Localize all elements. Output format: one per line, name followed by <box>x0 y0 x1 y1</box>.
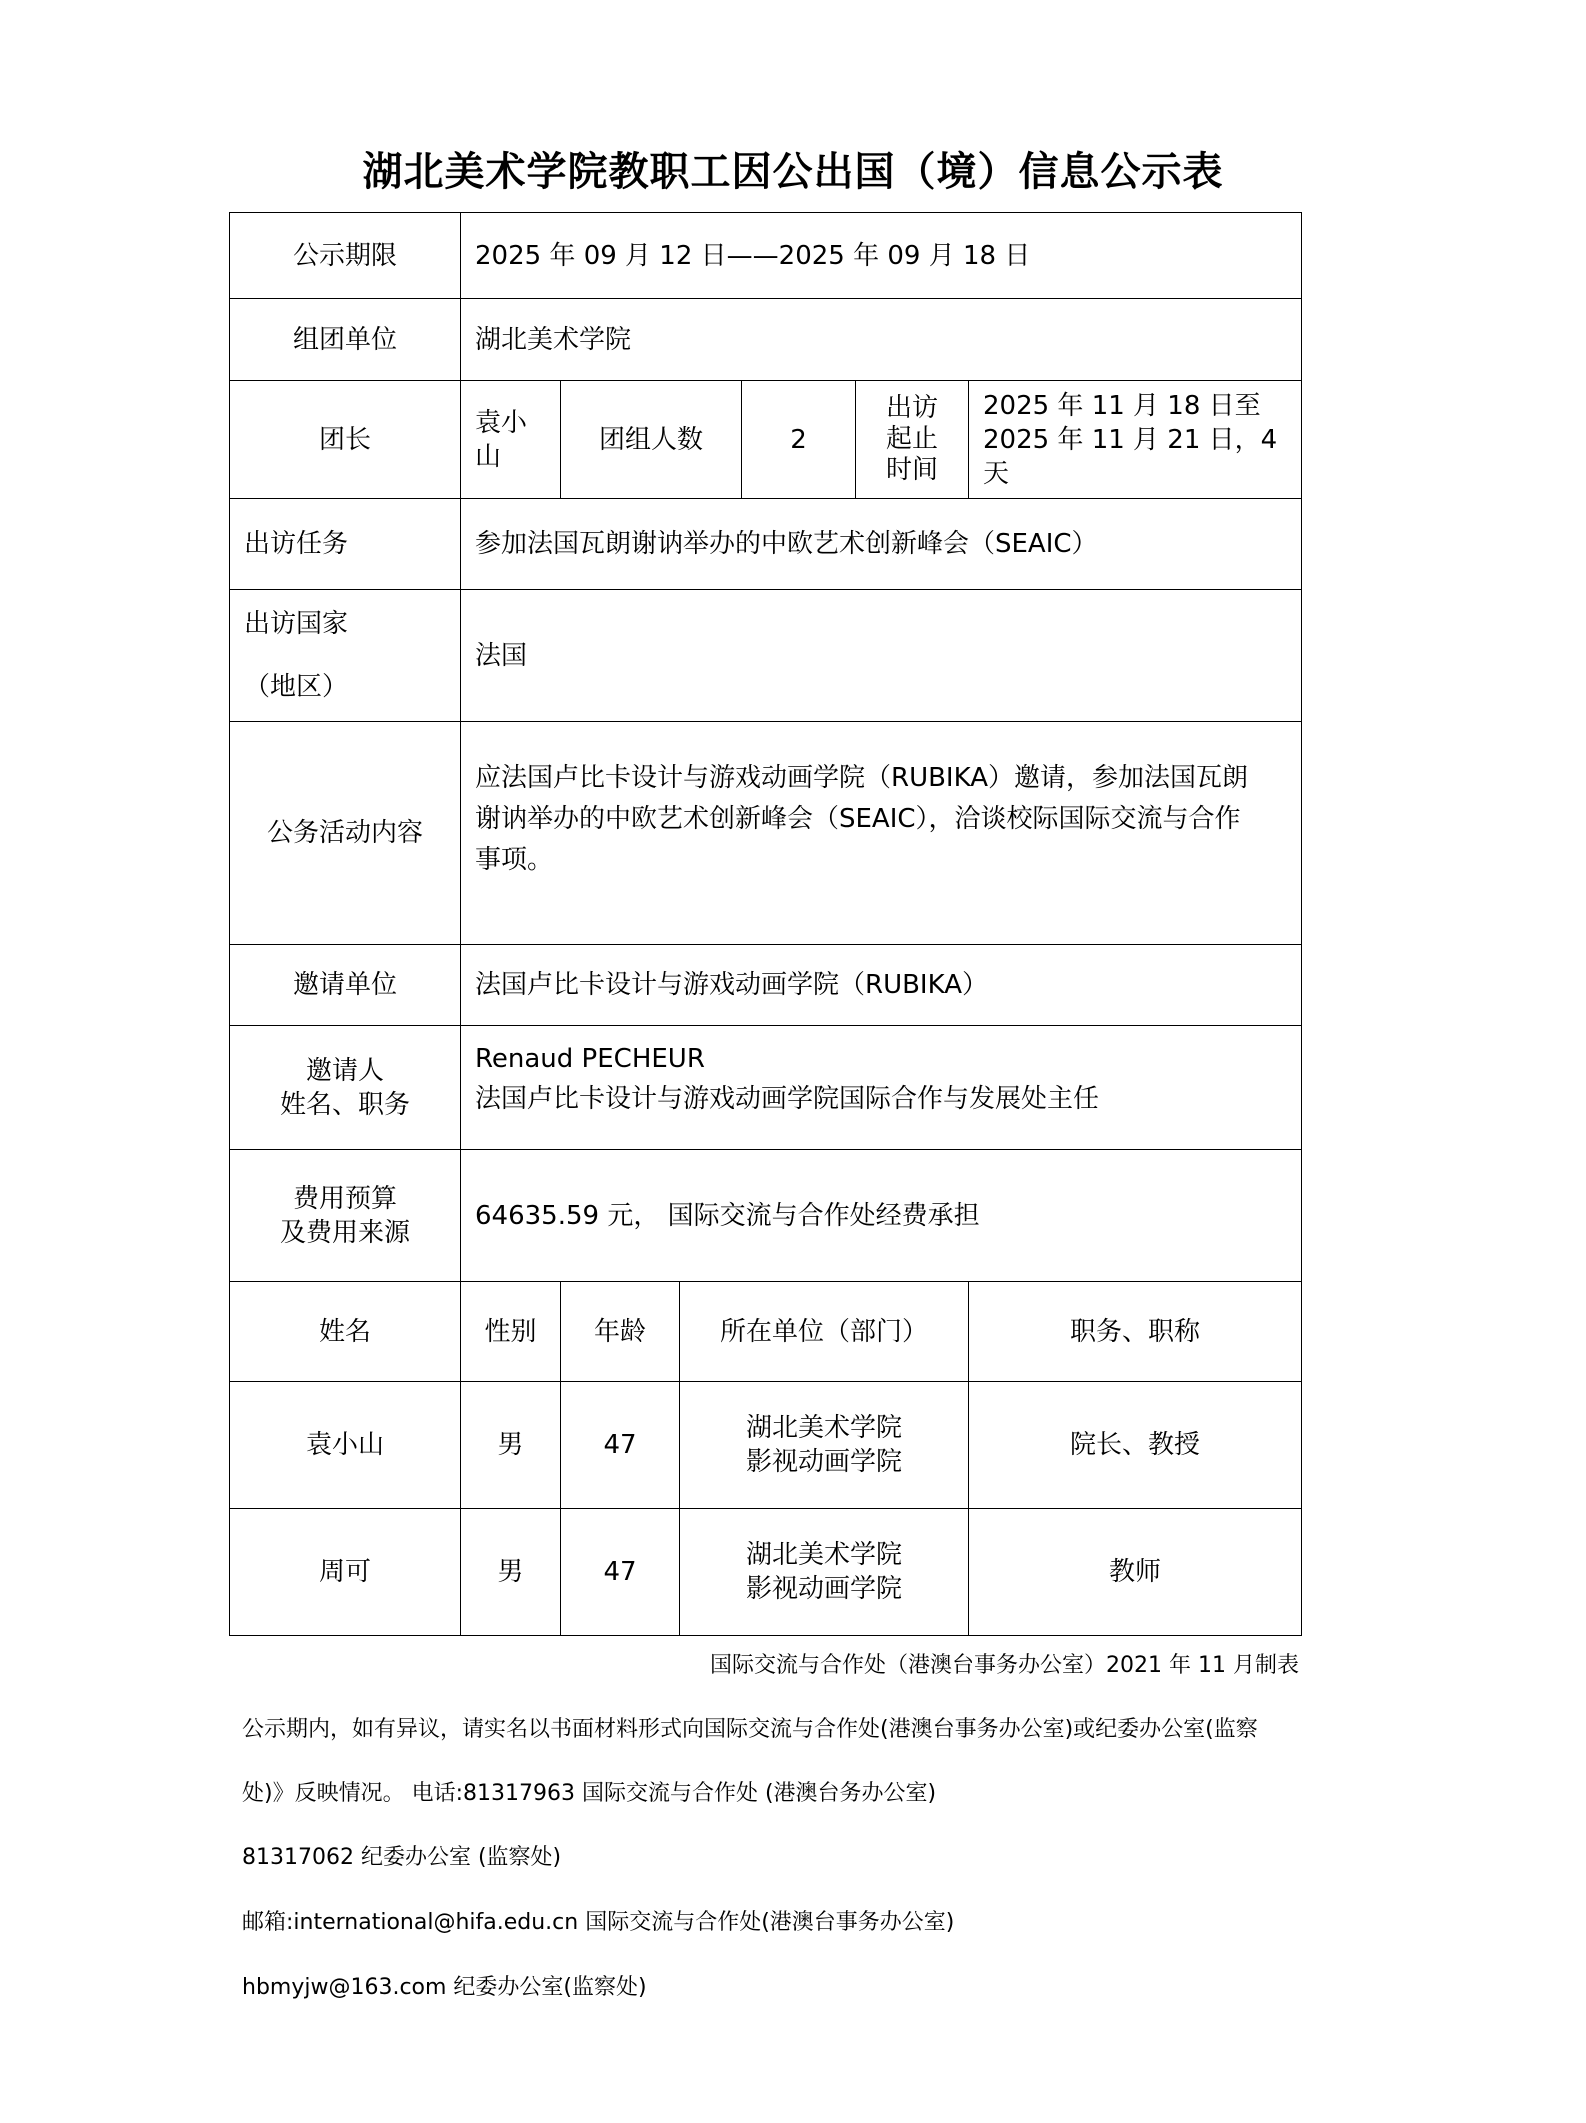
member-title: 教师 <box>969 1509 1302 1636</box>
period-label: 公示期限 <box>230 213 461 299</box>
row-leader <box>230 381 1302 499</box>
activity-label: 公务活动内容 <box>230 722 461 945</box>
header-gender: 性别 <box>461 1282 561 1382</box>
dates-label <box>856 381 969 499</box>
inviter-label-line-1: 邀请人 <box>305 1055 384 1086</box>
inviter-label <box>230 1026 461 1150</box>
dates-line-1: 2025 年 11 月 18 日至 <box>983 390 1261 421</box>
row-country <box>230 590 1302 722</box>
member-row <box>230 1509 1302 1636</box>
member-name: 袁小山 <box>230 1382 461 1509</box>
inviter-unit-value: 法国卢比卡设计与游戏动画学院（RUBIKA） <box>461 945 1302 1026</box>
member-department-line-1: 湖北美术学院 <box>745 1413 902 1443</box>
member-department-line-2: 影视动画学院 <box>745 1574 902 1604</box>
objection-note-line-1: 公示期内，如有异议，请实名以书面材料形式向国际交流与合作处(港澳台事务办公室)或纪委办公室(监察 <box>242 1717 1258 1742</box>
member-gender: 男 <box>461 1509 561 1636</box>
info-table <box>229 212 1302 1636</box>
dates-line-2: 2025 年 11 月 21 日，4 天 <box>983 424 1278 489</box>
country-label-line-2: （地区） <box>244 671 349 702</box>
member-department <box>680 1382 969 1509</box>
member-department-line-2: 影视动画学院 <box>745 1447 902 1477</box>
contact-email-line: 邮箱:international@hifa.edu.cn 国际交流与合作处(港澳台事务办公室) <box>242 1910 955 1935</box>
budget-label-line-1: 费用预算 <box>292 1183 397 1214</box>
inviter-title: 法国卢比卡设计与游戏动画学院国际合作与发展处主任 <box>475 1083 1100 1114</box>
activity-value <box>461 722 1302 945</box>
row-period <box>230 213 1302 299</box>
budget-value: 64635.59 元， 国际交流与合作处经费承担 <box>461 1150 1302 1282</box>
mission-label: 出访任务 <box>230 499 461 590</box>
member-gender: 男 <box>461 1382 561 1509</box>
row-org-unit <box>230 299 1302 381</box>
budget-label <box>230 1150 461 1282</box>
member-row <box>230 1382 1302 1509</box>
header-name: 姓名 <box>230 1282 461 1382</box>
activity-line-1: 应法国卢比卡设计与游戏动画学院（RUBIKA）邀请，参加法国瓦朗 <box>475 762 1248 793</box>
mission-value: 参加法国瓦朗谢讷举办的中欧艺术创新峰会（SEAIC） <box>461 499 1302 590</box>
leader-label: 团长 <box>230 381 461 499</box>
header-age: 年龄 <box>561 1282 680 1382</box>
member-department <box>680 1509 969 1636</box>
dates-value <box>969 381 1302 499</box>
dates-label-line-1: 出访 <box>885 393 938 423</box>
objection-note-line-2: 处)》反映情况。 电话:81317963 国际交流与合作处 (港澳台务办公室) <box>242 1781 937 1806</box>
org-unit-label: 组团单位 <box>230 299 461 381</box>
members-header-row <box>230 1282 1302 1382</box>
activity-line-2: 谢讷举办的中欧艺术创新峰会（SEAIC），洽谈校际国际交流与合作 <box>475 803 1241 834</box>
country-label-line-1: 出访国家 <box>244 608 349 639</box>
row-activity <box>230 722 1302 945</box>
activity-line-3: 事项。 <box>475 844 554 875</box>
group-count: 2 <box>742 381 856 499</box>
dates-label-line-2: 起止 <box>885 424 938 454</box>
inviter-value <box>461 1026 1302 1150</box>
form-made-by: 国际交流与合作处（港澳台事务办公室）2021 年 11 月制表 <box>710 1653 1299 1678</box>
header-title: 职务、职称 <box>969 1282 1302 1382</box>
leader-name: 袁小山 <box>461 381 561 499</box>
contact-email-line-2: hbmyjw@163.com 纪委办公室(监察处) <box>242 1975 647 2000</box>
inviter-name: Renaud PECHEUR <box>475 1043 705 1074</box>
row-inviter <box>230 1026 1302 1150</box>
member-age: 47 <box>561 1382 680 1509</box>
budget-label-line-2: 及费用来源 <box>279 1217 410 1248</box>
header-department: 所在单位（部门） <box>680 1282 969 1382</box>
dates-label-line-3: 时间 <box>885 455 938 485</box>
page-title: 湖北美术学院教职工因公出国（境）信息公示表 <box>362 149 1224 195</box>
member-name: 周可 <box>230 1509 461 1636</box>
group-count-label: 团组人数 <box>561 381 742 499</box>
period-value: 2025 年 09 月 12 日——2025 年 09 月 18 日 <box>461 213 1302 299</box>
contact-phone-line: 81317062 纪委办公室 (监察处) <box>242 1845 562 1870</box>
row-mission <box>230 499 1302 590</box>
member-age: 47 <box>561 1509 680 1636</box>
member-title: 院长、教授 <box>969 1382 1302 1509</box>
org-unit-value: 湖北美术学院 <box>461 299 1302 381</box>
country-label <box>230 590 461 722</box>
member-department-line-1: 湖北美术学院 <box>745 1540 902 1570</box>
row-inviter-unit <box>230 945 1302 1026</box>
country-value: 法国 <box>461 590 1302 722</box>
inviter-label-line-2: 姓名、职务 <box>279 1089 410 1120</box>
inviter-unit-label: 邀请单位 <box>230 945 461 1026</box>
row-budget <box>230 1150 1302 1282</box>
